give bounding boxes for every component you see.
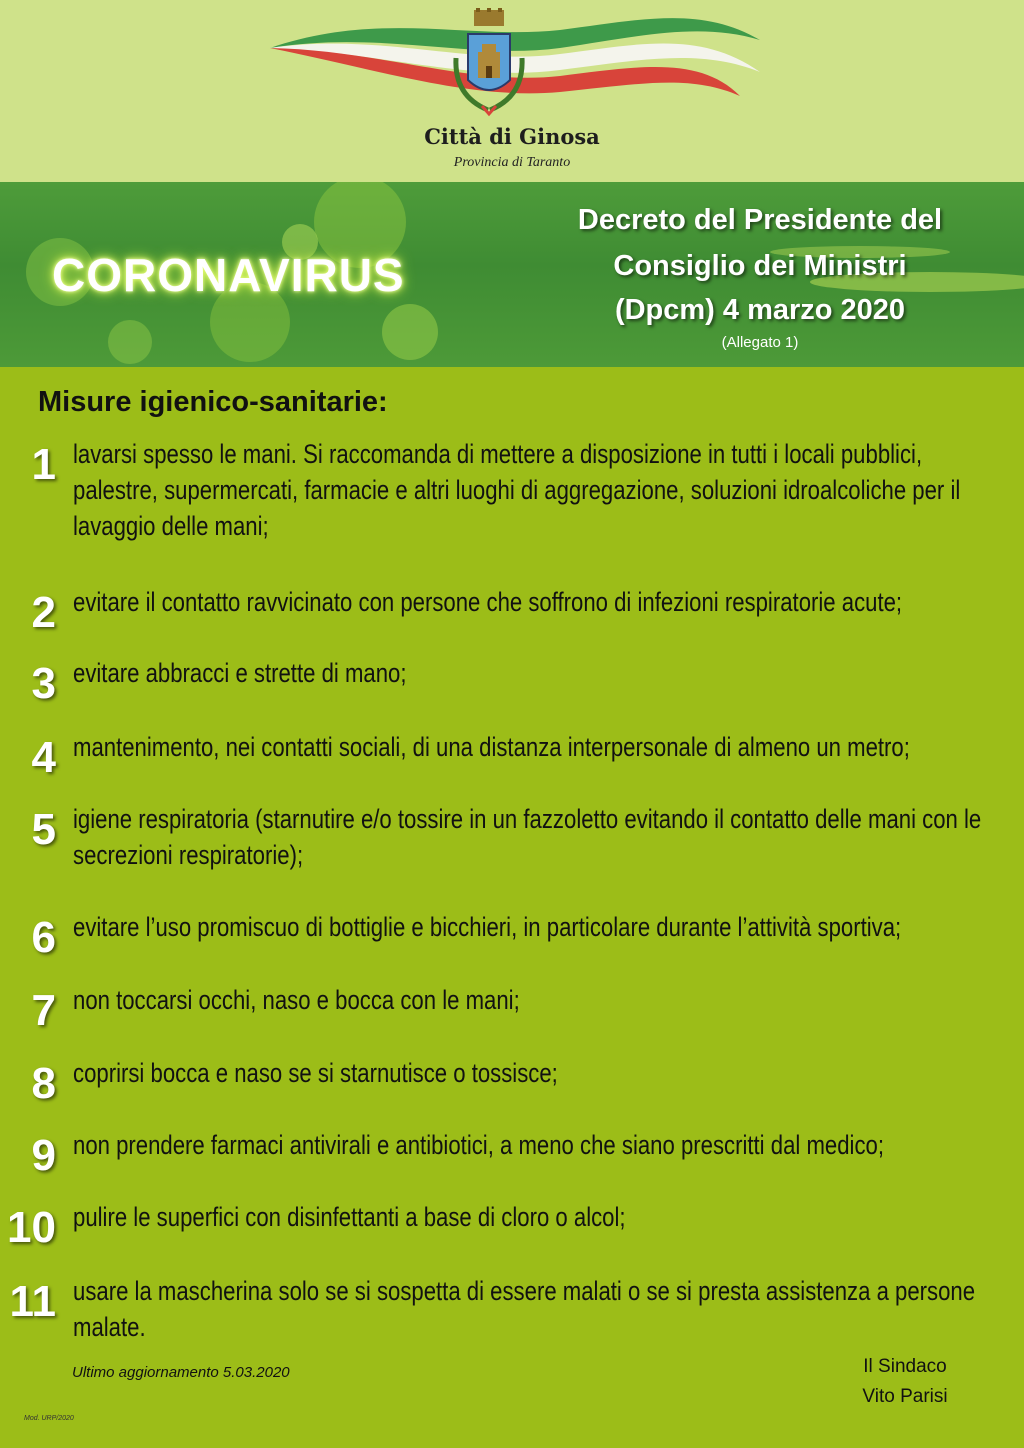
measure-text: usare la mascherina solo se si sospetta di essere malati o se si presta assistenza a persone malate. [73,1276,976,1342]
signature-title: Il Sindaco [863,1356,947,1377]
coronavirus-banner [0,182,1024,367]
measure-text: mantenimento, nei contatti sociali, di una distanza interpersonale di almeno un metro; [73,732,910,762]
section-title: Misure igienico-sanitarie: [38,386,388,418]
coronavirus-title: CORONAVIRUS [52,249,405,301]
measure-text: evitare l’uso promiscuo di bottiglie e bicchieri, in particolare durante l’attività sportiva; [73,912,902,942]
last-updated: Ultimo aggiornamento 5.03.2020 [72,1364,290,1381]
measure-number: 11 [9,1277,56,1326]
measure-number: 3 [31,659,56,708]
measure-text: pulire le superfici con disinfettanti a base di cloro o alcol; [73,1202,626,1232]
measure-number: 8 [31,1059,56,1108]
measure-text: evitare abbracci e strette di mano; [73,658,407,688]
measure-number: 7 [31,986,56,1035]
measure-number: 1 [31,440,56,489]
measure-number: 9 [31,1131,56,1180]
annex-label: (Allegato 1) [721,334,799,351]
measure-number: 4 [31,733,56,782]
measure-text: non toccarsi occhi, naso e bocca con le mani; [73,985,520,1015]
decree-line-1: Decreto del Presidente del [577,204,943,236]
measure-number: 10 [7,1203,56,1252]
city-crest-icon [448,8,530,120]
city-name: Città di Ginosa [424,124,600,149]
header [0,0,1024,182]
mod-code: Mod. URP/2020 [24,1415,74,1422]
province-name: Provincia di Taranto [453,155,571,170]
measure-number: 6 [31,913,56,962]
measure-text: igiene respiratoria (starnutire e/o tossire in un fazzoletto evitando il contatto delle mani con le secrezioni respiratorie); [73,804,982,870]
measure-number: 2 [31,588,56,637]
decree-line-2: Consiglio dei Ministri [613,250,907,282]
decree-line-3: (Dpcm) 4 marzo 2020 [614,294,906,326]
measure-text: lavarsi spesso le mani. Si raccomanda di mettere a disposizione in tutti i locali pubblici, palestre, supermercati, farmacie e altri luoghi di aggregazione, soluzioni idroalcoliche per il lavaggio delle mani; [73,439,961,541]
measure-text: evitare il contatto ravvicinato con persone che soffrono di infezioni respiratorie acute; [73,587,903,617]
measure-text: non prendere farmaci antivirali e antibiotici, a meno che siano prescritti dal medico; [73,1130,884,1160]
measure-text: coprirsi bocca e naso se si starnutisce o tossisce; [73,1058,558,1088]
signature-name: Vito Parisi [862,1386,948,1407]
measure-number: 5 [31,805,56,854]
